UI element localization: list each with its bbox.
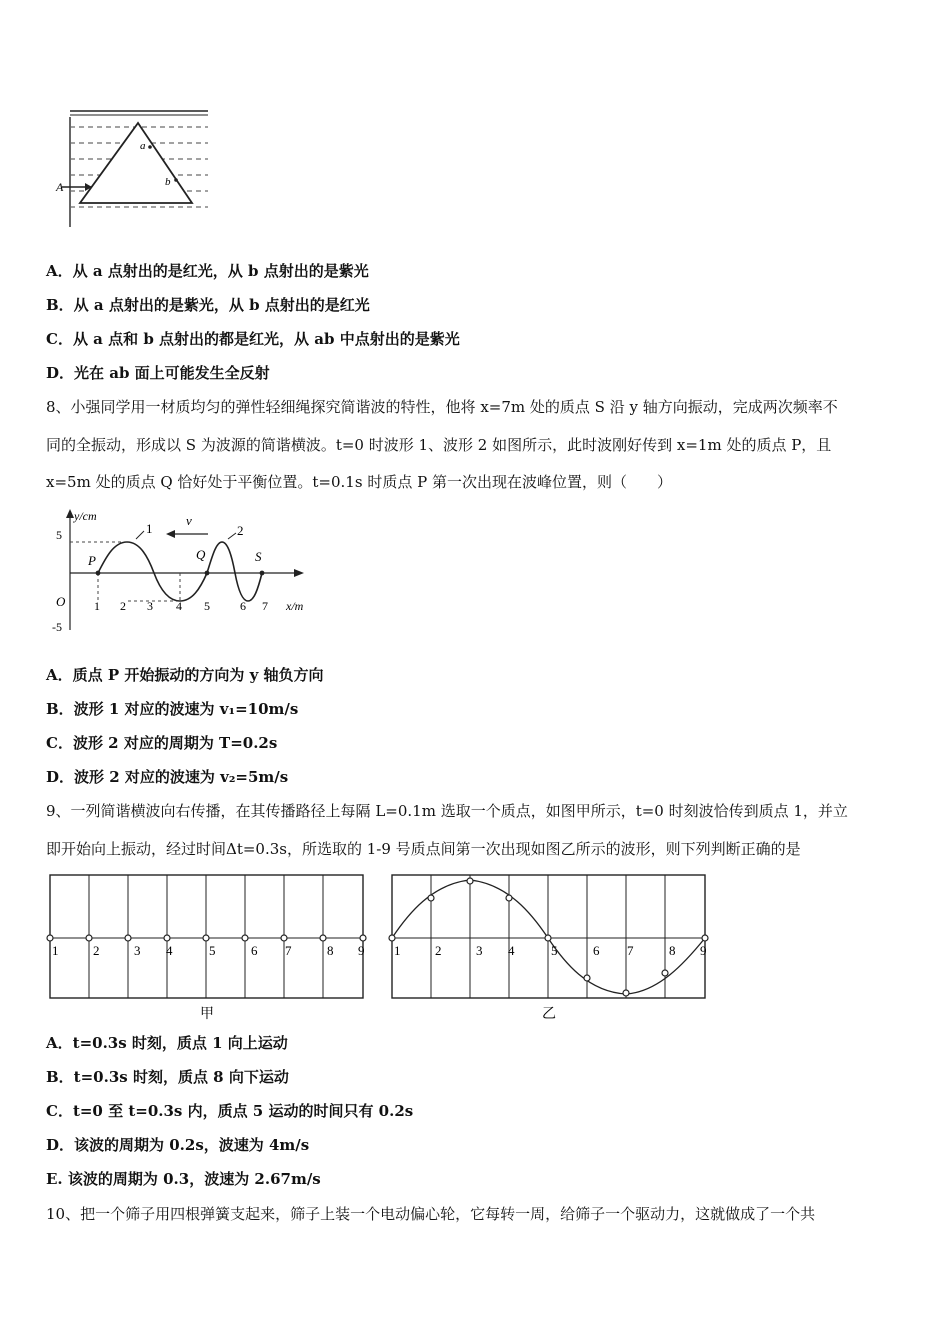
wave-yi-figure	[388, 872, 713, 1022]
jia-label-9: 9	[358, 943, 365, 958]
q9-option-e: E. 该波的周期为 0.3，波速为 2.67m/s	[46, 1170, 321, 1188]
yi-label-3: 3	[476, 943, 483, 958]
q9-option-b: B．t=0.3s 时刻，质点 8 向下运动	[46, 1068, 289, 1086]
jia-label-8: 8	[327, 943, 334, 958]
x-tick-1: 1	[94, 599, 100, 613]
q7-option-b: B．从 a 点射出的是紫光，从 b 点射出的是红光	[46, 296, 370, 314]
yi-label-1: 1	[394, 943, 401, 958]
q9-option-d: D．该波的周期为 0.2s，波速为 4m/s	[46, 1136, 310, 1154]
q7-option-d: D．光在 ab 面上可能发生全反射	[46, 364, 270, 382]
x-axis-label: x/m	[286, 599, 304, 613]
jia-label-4: 4	[166, 943, 173, 958]
q9-text-line1: 9、一列简谐横波向右传播，在其传播路径上每隔 L=0.1m 选取一个质点，如图甲所示，t=0 时刻波恰传到质点 1，并立	[46, 802, 848, 820]
q7-option-a: A．从 a 点射出的是红光，从 b 点射出的是紫光	[46, 262, 369, 280]
q9-text-line2: 即开始向上振动，经过时间Δt=0.3s，所选取的 1-9 号质点间第一次出现如图乙所示的波形，则下列判断正确的是	[46, 840, 801, 858]
label-A: A	[56, 180, 64, 194]
yi-label-8: 8	[669, 943, 676, 958]
q8-text-line2: 同的全振动，形成以 S 为波源的简谐横波。t=0 时波形 1、波形 2 如图所示，此时波刚好传到 x=1m 处的质点 P，且	[46, 436, 832, 454]
prism-figure	[50, 105, 215, 230]
x-tick-6: 6	[240, 599, 246, 613]
y-axis-label: y/cm	[74, 509, 97, 523]
q9-option-a: A．t=0.3s 时刻，质点 1 向上运动	[46, 1034, 288, 1052]
point-S-label: S	[255, 549, 262, 564]
wave-graph	[48, 505, 318, 640]
grid-jia-figure	[46, 872, 371, 1022]
q7-option-c: C．从 a 点和 b 点射出的都是红光，从 ab 中点射出的是紫光	[46, 330, 460, 348]
wave1-label: 1	[146, 521, 153, 536]
label-b: b	[165, 176, 171, 188]
yi-label-6: 6	[593, 943, 600, 958]
yi-label-5: 5	[551, 943, 558, 958]
velocity-label: v	[186, 513, 192, 528]
point-Q-label: Q	[196, 547, 206, 562]
q9-option-c: C．t=0 至 t=0.3s 内，质点 5 运动的时间只有 0.2s	[46, 1102, 414, 1120]
jia-label-1: 1	[52, 943, 59, 958]
jia-label-6: 6	[251, 943, 258, 958]
yi-label-9: 9	[700, 943, 707, 958]
caption-yi: 乙	[542, 1007, 556, 1022]
q8-text-line3: x=5m 处的质点 Q 恰好处于平衡位置。t=0.1s 时质点 P 第一次出现在波峰位置，则（ ）	[46, 473, 672, 491]
q8-option-d: D．波形 2 对应的波速为 v₂=5m/s	[46, 768, 289, 786]
x-tick-4: 4	[176, 599, 182, 613]
q8-option-a: A．质点 P 开始振动的方向为 y 轴负方向	[46, 666, 324, 684]
jia-label-7: 7	[285, 943, 292, 958]
yi-label-7: 7	[627, 943, 634, 958]
x-tick-7: 7	[262, 599, 268, 613]
y-tick-5: 5	[56, 528, 62, 542]
wave2-label: 2	[237, 523, 244, 538]
y-tick-neg5: -5	[52, 620, 62, 634]
jia-label-2: 2	[93, 943, 100, 958]
x-tick-3: 3	[147, 599, 153, 613]
origin-label: O	[56, 594, 66, 609]
yi-label-2: 2	[435, 943, 442, 958]
jia-label-3: 3	[134, 943, 141, 958]
q8-text-line1: 8、小强同学用一材质均匀的弹性轻细绳探究简谐波的特性，他将 x=7m 处的质点 S 沿 y 轴方向振动，完成两次频率不	[46, 398, 838, 416]
q10-text-line1: 10、把一个筛子用四根弹簧支起来，筛子上装一个电动偏心轮，它每转一周，给筛子一个驱动力，这就做成了一个共	[46, 1205, 816, 1223]
point-P-label: P	[88, 553, 96, 568]
label-a: a	[140, 140, 146, 152]
q8-option-b: B．波形 1 对应的波速为 v₁=10m/s	[46, 700, 299, 718]
x-tick-5: 5	[204, 599, 210, 613]
jia-label-5: 5	[209, 943, 216, 958]
yi-label-4: 4	[508, 943, 515, 958]
x-tick-2: 2	[120, 599, 126, 613]
q8-option-c: C．波形 2 对应的周期为 T=0.2s	[46, 734, 278, 752]
caption-jia: 甲	[200, 1007, 214, 1022]
